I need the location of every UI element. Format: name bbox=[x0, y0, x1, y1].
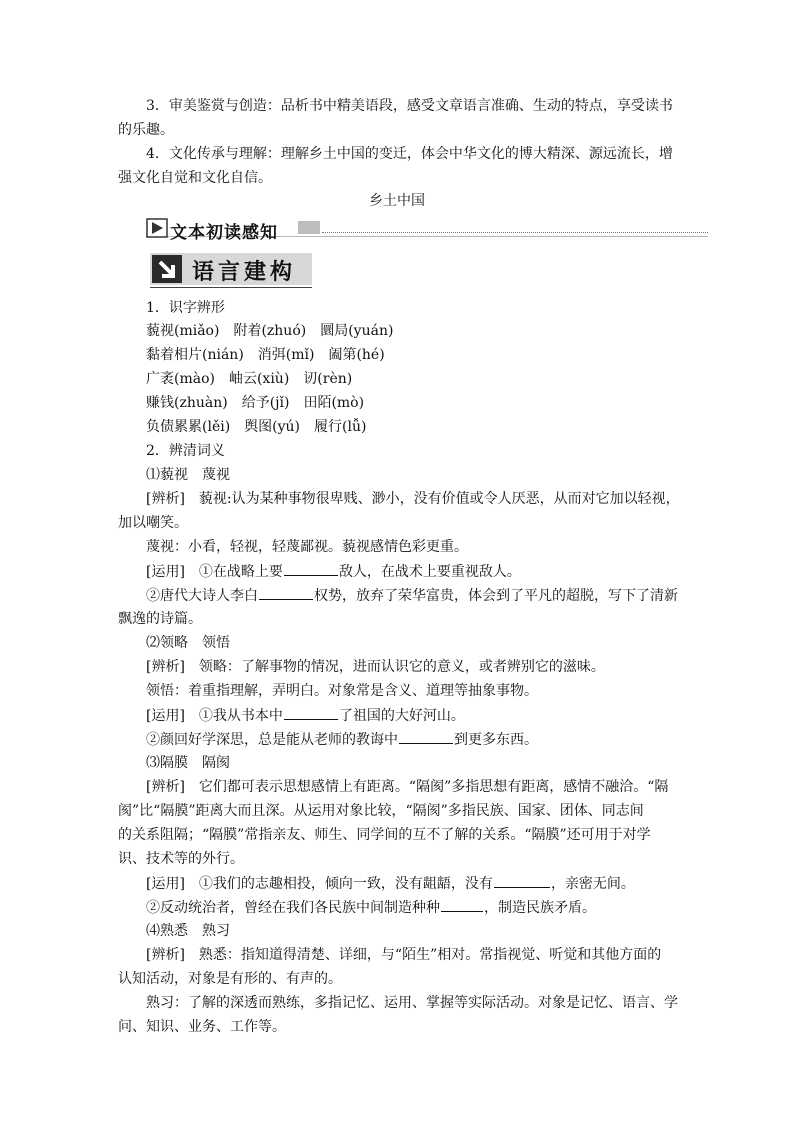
word-pair-title: ⑵领略 领悟 bbox=[146, 635, 230, 651]
exercise-text: ②反动统治者，曾经在我们各民族中间制造种种 bbox=[146, 900, 440, 916]
exercise-text: 了祖国的大好河山。 bbox=[338, 708, 465, 724]
subsection-title: 语言建构 bbox=[192, 260, 297, 285]
exercise-text: [运用] ①我从书本中 bbox=[146, 708, 283, 724]
analysis-text: [辨析] 藐视:认为某种事物很卑贱、渺小，没有价值或令人厌恶，从而对它加以轻视， bbox=[146, 491, 680, 507]
exercise-text: ，制造民族矛盾。 bbox=[484, 900, 596, 916]
analysis-text: 领悟：着重指理解，弄明白。对象常是含义、道理等抽象事物。 bbox=[146, 683, 538, 699]
exercise-text: ②颜回好学深思，总是能从老师的教诲中 bbox=[146, 732, 398, 748]
analysis-text: 熟习：了解的深透而熟练，多指记忆、运用、掌握等实际活动。对象是记忆、语言、学 bbox=[146, 995, 678, 1011]
answer-blank[interactable] bbox=[284, 706, 338, 720]
analysis-text: 蔑视：小看，轻视，轻蔑鄙视。藐视感情色彩更重。 bbox=[146, 539, 468, 555]
exercise-line bbox=[146, 562, 521, 581]
pinyin-row: 藐视(miǎo) 附着(zhuó) 圜局(yuán) bbox=[146, 323, 394, 339]
exercise-text: 权势，放弃了荣华富贵，体会到了平凡的超脱，写下了清新 bbox=[314, 588, 678, 604]
pinyin-row: 黏着相片(nián) 消弭(mǐ) 阖第(hé) bbox=[146, 347, 385, 363]
analysis-text: 问、知识、业务、工作等。 bbox=[118, 1019, 286, 1035]
play-arrow-icon bbox=[146, 218, 168, 238]
exercise-text: ②唐代大诗人李白 bbox=[146, 588, 258, 604]
exercise-line bbox=[146, 874, 635, 893]
part2-heading: 2．辨清词义 bbox=[146, 443, 225, 459]
exercise-line bbox=[146, 730, 538, 749]
exercise-text: 敌人，在战术上要重视敌人。 bbox=[338, 564, 521, 580]
analysis-text: [辨析] 熟悉：指知道得清楚、详细，与“陌生”相对。常指视觉、听觉和其他方面的 bbox=[146, 947, 662, 963]
answer-blank[interactable] bbox=[494, 874, 550, 888]
arrow-down-right-icon bbox=[152, 255, 182, 283]
analysis-text: [辨析] 领略：了解事物的情况，进而认识它的意义，或者辨别它的滋味。 bbox=[146, 659, 605, 675]
pinyin-row: 广袤(mào) 岫云(xiù) 讱(rèn) bbox=[146, 371, 353, 387]
document-title: 乡土中国 bbox=[369, 193, 425, 209]
answer-blank[interactable] bbox=[399, 730, 453, 744]
exercise-line bbox=[146, 706, 465, 725]
exercise-line bbox=[146, 898, 596, 917]
exercise-text: [运用] ①我们的志趣相投，倾向一致，没有龃龉，没有 bbox=[146, 876, 493, 892]
exercise-text: [运用] ①在战略上要 bbox=[146, 564, 283, 580]
part1-heading: 1．识字辨形 bbox=[146, 300, 225, 316]
pinyin-row: 赚钱(zhuàn) 给予(jǐ) 田陌(mò) bbox=[146, 395, 365, 411]
pinyin-row: 负债累累(lěi) 舆图(yú) 履行(lǚ) bbox=[146, 419, 367, 435]
answer-blank[interactable] bbox=[441, 898, 483, 912]
subsection-header bbox=[150, 253, 320, 289]
exercise-line bbox=[146, 586, 678, 605]
analysis-text: 的关系阻隔；“隔膜”常指亲友、师生、同学间的互不了解的关系。“隔膜”还可用于对学 bbox=[118, 827, 651, 843]
answer-blank[interactable] bbox=[284, 562, 338, 576]
exercise-text: 飘逸的诗篇。 bbox=[118, 611, 202, 627]
word-pair-title: ⑶隔膜 隔阂 bbox=[146, 755, 230, 771]
objective-4-line1: 4．文化传承与理解：理解乡土中国的变迁，体会中华文化的博大精深、源远流长，增 bbox=[146, 146, 673, 162]
exercise-text: 到更多东西。 bbox=[454, 732, 538, 748]
subsection-icon-box bbox=[152, 255, 182, 283]
analysis-text: 阂”比“隔膜”距离大而且深。从运用对象比较，“隔阂”多指民族、国家、团体、同志间 bbox=[118, 803, 644, 819]
analysis-text: [辨析] 它们都可表示思想感情上有距离。“隔阂”多指思想有距离，感情不融洽。“隔 bbox=[146, 779, 669, 795]
objective-3-line2: 的乐趣。 bbox=[118, 122, 174, 138]
word-pair-title: ⑴藐视 蔑视 bbox=[146, 467, 230, 483]
objective-3-line1: 3．审美鉴赏与创造：品析书中精美语段，感受文章语言准确、生动的特点，享受读书 bbox=[146, 98, 673, 114]
analysis-text: 识、技术等的外行。 bbox=[118, 851, 244, 867]
answer-blank[interactable] bbox=[259, 586, 313, 600]
section-dotted-rule bbox=[322, 232, 708, 233]
subsection-underline bbox=[150, 287, 312, 288]
section-grey-block bbox=[298, 221, 320, 234]
objective-4-line2: 强文化自觉和文化自信。 bbox=[118, 170, 272, 186]
exercise-text: ，亲密无间。 bbox=[550, 876, 635, 892]
section-header bbox=[146, 216, 708, 243]
section-title: 文本初读感知 bbox=[170, 223, 278, 243]
analysis-text: 认知活动，对象是有形的、有声的。 bbox=[118, 971, 342, 987]
word-pair-title: ⑷熟悉 熟习 bbox=[146, 923, 230, 939]
analysis-text: 加以嘲笑。 bbox=[118, 515, 188, 531]
